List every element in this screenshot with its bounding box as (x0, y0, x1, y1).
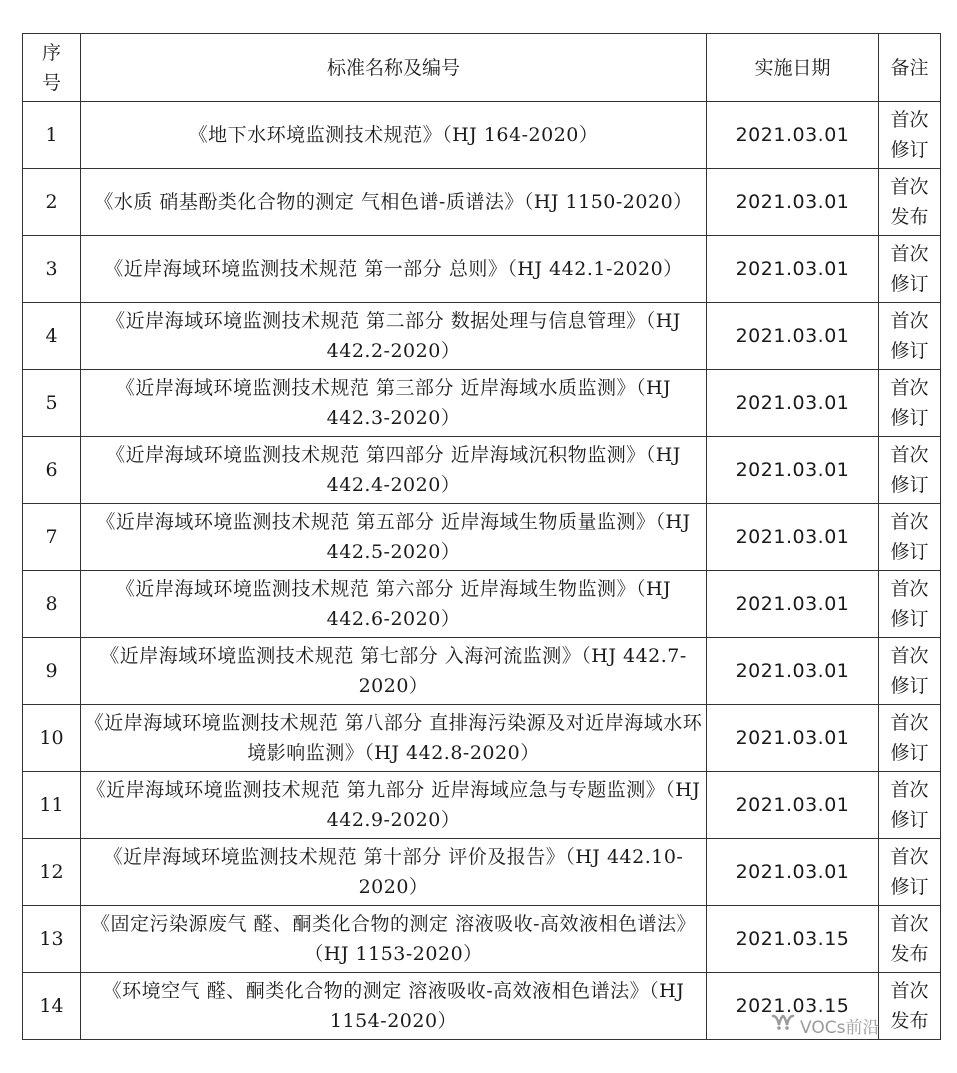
table-row (23, 437, 941, 504)
remarks-line2: 修订 (890, 809, 929, 831)
effective-date-cell: 2021.03.01 (707, 504, 879, 571)
standard-name-cell: 《固定污染源废气 醛、酮类化合物的测定 溶液吸收-高效液相色谱法》（HJ 1153-2020） (81, 906, 707, 973)
remarks-cell (879, 169, 941, 236)
remarks-line2: 修订 (890, 273, 929, 295)
effective-date-cell: 2021.03.01 (707, 571, 879, 638)
effective-date-cell: 2021.03.01 (707, 638, 879, 705)
effective-date-cell: 2021.03.01 (707, 303, 879, 370)
table-row (23, 906, 941, 973)
remarks-cell (879, 437, 941, 504)
table-row (23, 973, 941, 1040)
table-row (23, 169, 941, 236)
remarks-line1: 首次 (890, 913, 929, 935)
standard-name-cell: 《近岸海域环境监测技术规范 第十部分 评价及报告》（HJ 442.10-2020） (81, 839, 707, 906)
effective-date-cell: 2021.03.01 (707, 370, 879, 437)
header-standard-name: 标准名称及编号 (81, 34, 707, 102)
remarks-cell (879, 370, 941, 437)
serial-number-cell: 2 (23, 169, 81, 236)
table-row (23, 303, 941, 370)
remarks-line1: 首次 (890, 109, 929, 131)
remarks-line1: 首次 (890, 578, 929, 600)
table-row (23, 638, 941, 705)
remarks-cell (879, 839, 941, 906)
effective-date-cell: 2021.03.15 (707, 973, 879, 1040)
standards-table (22, 33, 941, 1040)
effective-date-cell: 2021.03.01 (707, 169, 879, 236)
header-serial-line1: 序 (41, 41, 61, 64)
serial-number-cell: 1 (23, 102, 81, 169)
remarks-line1: 首次 (890, 846, 929, 868)
remarks-cell (879, 772, 941, 839)
remarks-cell (879, 906, 941, 973)
remarks-cell (879, 973, 941, 1040)
remarks-line2: 修订 (890, 876, 929, 898)
remarks-cell (879, 236, 941, 303)
table-row (23, 571, 941, 638)
table-row (23, 102, 941, 169)
remarks-line1: 首次 (890, 176, 929, 198)
remarks-line2: 修订 (890, 675, 929, 697)
remarks-line1: 首次 (890, 511, 929, 533)
remarks-line2: 修订 (890, 541, 929, 563)
standard-name-cell: 《环境空气 醛、酮类化合物的测定 溶液吸收-高效液相色谱法》（HJ 1154-2020） (81, 973, 707, 1040)
header-row (23, 34, 941, 102)
effective-date-cell: 2021.03.01 (707, 839, 879, 906)
standard-name-cell: 《近岸海域环境监测技术规范 第三部分 近岸海域水质监测》（HJ 442.3-2020） (81, 370, 707, 437)
remarks-cell (879, 705, 941, 772)
serial-number-cell: 13 (23, 906, 81, 973)
serial-number-cell: 8 (23, 571, 81, 638)
standard-name-cell: 《近岸海域环境监测技术规范 第二部分 数据处理与信息管理》（HJ 442.2-2020） (81, 303, 707, 370)
header-serial-line2: 号 (41, 71, 61, 94)
serial-number-cell: 10 (23, 705, 81, 772)
standard-name-cell: 《近岸海域环境监测技术规范 第九部分 近岸海域应急与专题监测》（HJ 442.9-2020） (81, 772, 707, 839)
remarks-line1: 首次 (890, 712, 929, 734)
standard-name-cell: 《近岸海域环境监测技术规范 第六部分 近岸海域生物监测》（HJ 442.6-2020） (81, 571, 707, 638)
table-body (23, 102, 941, 1040)
remarks-line1: 首次 (890, 243, 929, 265)
remarks-line1: 首次 (890, 645, 929, 667)
remarks-cell (879, 102, 941, 169)
serial-number-cell: 6 (23, 437, 81, 504)
effective-date-cell: 2021.03.01 (707, 236, 879, 303)
effective-date-cell: 2021.03.15 (707, 906, 879, 973)
effective-date-cell: 2021.03.01 (707, 772, 879, 839)
table-header (23, 34, 941, 102)
table-row (23, 705, 941, 772)
standard-name-cell: 《地下水环境监测技术规范》（HJ 164-2020） (81, 102, 707, 169)
header-serial-number (23, 34, 81, 102)
serial-number-cell: 12 (23, 839, 81, 906)
table-row (23, 370, 941, 437)
table-row (23, 504, 941, 571)
remarks-line2: 修订 (890, 139, 929, 161)
header-effective-date: 实施日期 (707, 34, 879, 102)
effective-date-cell: 2021.03.01 (707, 705, 879, 772)
effective-date-cell: 2021.03.01 (707, 102, 879, 169)
table-row (23, 839, 941, 906)
serial-number-cell: 14 (23, 973, 81, 1040)
standard-name-cell: 《水质 硝基酚类化合物的测定 气相色谱-质谱法》（HJ 1150-2020） (81, 169, 707, 236)
serial-number-cell: 11 (23, 772, 81, 839)
remarks-line1: 首次 (890, 377, 929, 399)
remarks-cell (879, 638, 941, 705)
remarks-line2: 发布 (890, 206, 929, 228)
remarks-cell (879, 504, 941, 571)
serial-number-cell: 4 (23, 303, 81, 370)
standard-name-cell: 《近岸海域环境监测技术规范 第七部分 入海河流监测》（HJ 442.7-2020） (81, 638, 707, 705)
table-row (23, 772, 941, 839)
remarks-cell (879, 571, 941, 638)
standard-name-cell: 《近岸海域环境监测技术规范 第四部分 近岸海域沉积物监测》（HJ 442.4-2020） (81, 437, 707, 504)
remarks-line1: 首次 (890, 310, 929, 332)
remarks-line1: 首次 (890, 980, 929, 1002)
serial-number-cell: 7 (23, 504, 81, 571)
remarks-cell (879, 303, 941, 370)
table-row (23, 236, 941, 303)
remarks-line2: 修订 (890, 474, 929, 496)
remarks-line1: 首次 (890, 444, 929, 466)
standard-name-cell: 《近岸海域环境监测技术规范 第八部分 直排海污染源及对近岸海域水环境影响监测》（HJ 442.8-2020） (81, 705, 707, 772)
serial-number-cell: 3 (23, 236, 81, 303)
effective-date-cell: 2021.03.01 (707, 437, 879, 504)
remarks-line1: 首次 (890, 779, 929, 801)
remarks-line2: 修订 (890, 407, 929, 429)
remarks-line2: 修订 (890, 608, 929, 630)
remarks-line2: 修订 (890, 742, 929, 764)
watermark-text: VOCs前沿 (800, 1018, 880, 1038)
remarks-line2: 修订 (890, 340, 929, 362)
serial-number-cell: 9 (23, 638, 81, 705)
serial-number-cell: 5 (23, 370, 81, 437)
standard-name-cell: 《近岸海域环境监测技术规范 第一部分 总则》（HJ 442.1-2020） (81, 236, 707, 303)
remarks-line2: 发布 (890, 1010, 929, 1032)
standard-name-cell: 《近岸海域环境监测技术规范 第五部分 近岸海域生物质量监测》（HJ 442.5-2020） (81, 504, 707, 571)
header-remarks: 备注 (879, 34, 941, 102)
remarks-line2: 发布 (890, 943, 929, 965)
